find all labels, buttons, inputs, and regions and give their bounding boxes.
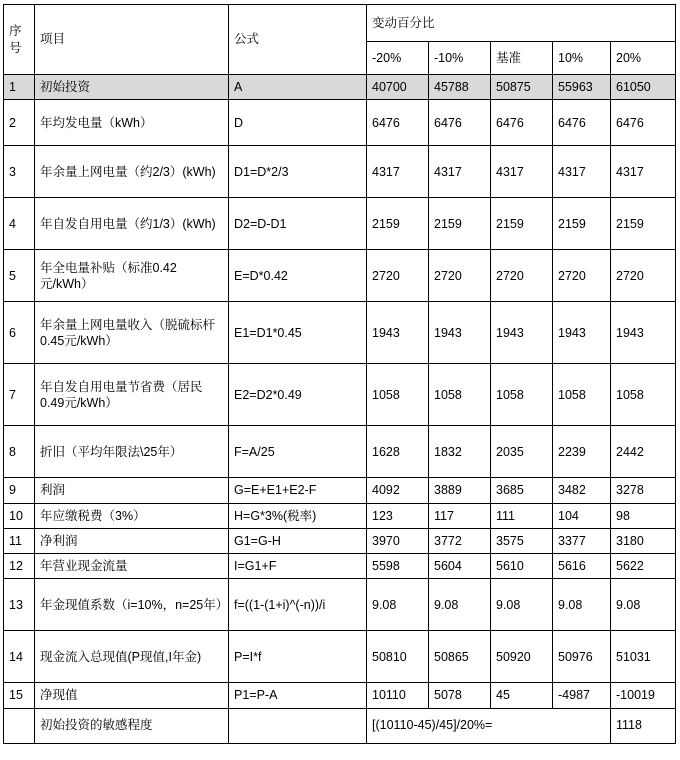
row-index: 2 bbox=[4, 100, 35, 146]
row-value-cell: 50920 bbox=[491, 631, 553, 683]
row-value-cell: 1058 bbox=[553, 364, 611, 426]
row-formula: E=D*0.42 bbox=[229, 250, 367, 302]
table-row bbox=[4, 631, 676, 683]
table-row bbox=[4, 250, 676, 302]
row-value-cell: 1058 bbox=[367, 364, 429, 426]
table-row bbox=[4, 426, 676, 478]
row-index: 3 bbox=[4, 146, 35, 198]
row-formula: D2=D-D1 bbox=[229, 198, 367, 250]
row-value-cell: 4317 bbox=[553, 146, 611, 198]
header-variation-col-0: -20% bbox=[367, 42, 429, 75]
row-index: 6 bbox=[4, 302, 35, 364]
row-value-cell: 3970 bbox=[367, 528, 429, 553]
row-value-cell: 4317 bbox=[491, 146, 553, 198]
row-formula: H=G*3%(税率) bbox=[229, 503, 367, 528]
header-variation-col-3: 10% bbox=[553, 42, 611, 75]
row-value-cell: 1058 bbox=[429, 364, 491, 426]
row-value-cell: 2720 bbox=[429, 250, 491, 302]
row-value-cell: 2720 bbox=[553, 250, 611, 302]
row-index: 5 bbox=[4, 250, 35, 302]
row-value-cell: 2159 bbox=[367, 198, 429, 250]
row-formula: P=I*f bbox=[229, 631, 367, 683]
footer-row bbox=[4, 708, 676, 743]
row-value-cell: 6476 bbox=[553, 100, 611, 146]
row-value-cell: 1058 bbox=[491, 364, 553, 426]
row-index: 12 bbox=[4, 554, 35, 579]
row-value-cell: 2159 bbox=[429, 198, 491, 250]
row-item-label: 年自发自用电量节省费（居民0.49元/kWh） bbox=[35, 364, 229, 426]
row-formula: E1=D1*0.45 bbox=[229, 302, 367, 364]
row-value-cell: 4317 bbox=[367, 146, 429, 198]
row-value-cell: 55963 bbox=[553, 75, 611, 100]
sensitivity-analysis-table bbox=[3, 4, 676, 744]
row-value-cell: 2159 bbox=[553, 198, 611, 250]
row-value-cell: 45 bbox=[491, 683, 553, 708]
table-row bbox=[4, 100, 676, 146]
row-value-cell: 61050 bbox=[611, 75, 676, 100]
row-value-cell: 2035 bbox=[491, 426, 553, 478]
row-item-label: 净现值 bbox=[35, 683, 229, 708]
row-value-cell: 98 bbox=[611, 503, 676, 528]
row-value-cell: 5598 bbox=[367, 554, 429, 579]
header-variation-group: 变动百分比 bbox=[367, 5, 676, 42]
row-value-cell: 9.08 bbox=[553, 579, 611, 631]
row-value-cell: 50976 bbox=[553, 631, 611, 683]
row-index: 9 bbox=[4, 478, 35, 503]
row-value-cell: 1943 bbox=[553, 302, 611, 364]
row-value-cell: 2239 bbox=[553, 426, 611, 478]
row-value-cell: 1832 bbox=[429, 426, 491, 478]
row-item-label: 年营业现金流量 bbox=[35, 554, 229, 579]
row-formula: A bbox=[229, 75, 367, 100]
row-value-cell: 6476 bbox=[611, 100, 676, 146]
row-value-cell: 3772 bbox=[429, 528, 491, 553]
row-value-cell: 3278 bbox=[611, 478, 676, 503]
header-variation-col-4: 20% bbox=[611, 42, 676, 75]
row-value-cell: 9.08 bbox=[367, 579, 429, 631]
row-value-cell: 2720 bbox=[491, 250, 553, 302]
row-value-cell: -4987 bbox=[553, 683, 611, 708]
row-item-label: 年金现值系数（i=10%，n=25年） bbox=[35, 579, 229, 631]
row-value-cell: 6476 bbox=[429, 100, 491, 146]
table-row bbox=[4, 198, 676, 250]
row-value-cell: 9.08 bbox=[491, 579, 553, 631]
row-item-label: 利润 bbox=[35, 478, 229, 503]
row-value-cell: 3180 bbox=[611, 528, 676, 553]
row-value-cell: 111 bbox=[491, 503, 553, 528]
row-formula: D1=D*2/3 bbox=[229, 146, 367, 198]
row-index: 4 bbox=[4, 198, 35, 250]
row-index: 13 bbox=[4, 579, 35, 631]
row-formula: G1=G-H bbox=[229, 528, 367, 553]
table-row bbox=[4, 554, 676, 579]
row-value-cell: 40700 bbox=[367, 75, 429, 100]
row-value-cell: 50875 bbox=[491, 75, 553, 100]
row-index: 8 bbox=[4, 426, 35, 478]
table-row bbox=[4, 364, 676, 426]
row-index: 10 bbox=[4, 503, 35, 528]
header-variation-col-1: -10% bbox=[429, 42, 491, 75]
footer-formula bbox=[229, 708, 367, 743]
row-value-cell: 1943 bbox=[611, 302, 676, 364]
table-row bbox=[4, 478, 676, 503]
row-value-cell: 5604 bbox=[429, 554, 491, 579]
row-value-cell: 50810 bbox=[367, 631, 429, 683]
row-value-cell: 2720 bbox=[611, 250, 676, 302]
row-value-cell: 1943 bbox=[429, 302, 491, 364]
footer-result: 1118 bbox=[611, 708, 676, 743]
row-index: 11 bbox=[4, 528, 35, 553]
table-row bbox=[4, 528, 676, 553]
row-index: 15 bbox=[4, 683, 35, 708]
table-row bbox=[4, 683, 676, 708]
row-index: 7 bbox=[4, 364, 35, 426]
row-value-cell: 2442 bbox=[611, 426, 676, 478]
row-item-label: 年应缴税费（3%） bbox=[35, 503, 229, 528]
row-item-label: 年全电量补贴（标准0.42元/kWh） bbox=[35, 250, 229, 302]
row-item-label: 年余量上网电量收入（脱硫标杆0.45元/kWh） bbox=[35, 302, 229, 364]
row-formula: f=((1-(1+i)^(-n))/i bbox=[229, 579, 367, 631]
row-value-cell: 4317 bbox=[611, 146, 676, 198]
row-index: 14 bbox=[4, 631, 35, 683]
row-item-label: 年均发电量（kWh） bbox=[35, 100, 229, 146]
row-value-cell: 5610 bbox=[491, 554, 553, 579]
row-value-cell: 1628 bbox=[367, 426, 429, 478]
row-value-cell: 3482 bbox=[553, 478, 611, 503]
row-item-label: 现金流入总现值(P现值,I年金) bbox=[35, 631, 229, 683]
row-formula: D bbox=[229, 100, 367, 146]
footer-index bbox=[4, 708, 35, 743]
row-value-cell: 5078 bbox=[429, 683, 491, 708]
row-value-cell: 45788 bbox=[429, 75, 491, 100]
row-value-cell: 5622 bbox=[611, 554, 676, 579]
row-value-cell: 6476 bbox=[367, 100, 429, 146]
row-value-cell: 50865 bbox=[429, 631, 491, 683]
row-value-cell: 9.08 bbox=[429, 579, 491, 631]
table-header-row-top bbox=[4, 5, 676, 42]
row-value-cell: 3377 bbox=[553, 528, 611, 553]
row-formula: P1=P-A bbox=[229, 683, 367, 708]
row-value-cell: 5616 bbox=[553, 554, 611, 579]
table-row bbox=[4, 146, 676, 198]
table-row bbox=[4, 75, 676, 100]
footer-item-label: 初始投资的敏感程度 bbox=[35, 708, 229, 743]
row-value-cell: 3575 bbox=[491, 528, 553, 553]
header-variation-col-2: 基准 bbox=[491, 42, 553, 75]
row-formula: G=E+E1+E2-F bbox=[229, 478, 367, 503]
row-value-cell: 3889 bbox=[429, 478, 491, 503]
row-value-cell: 2159 bbox=[491, 198, 553, 250]
row-value-cell: 1943 bbox=[491, 302, 553, 364]
header-item: 项目 bbox=[35, 5, 229, 75]
row-value-cell: 6476 bbox=[491, 100, 553, 146]
row-value-cell: 10110 bbox=[367, 683, 429, 708]
row-value-cell: 117 bbox=[429, 503, 491, 528]
row-item-label: 年自发自用电量（约1/3）(kWh) bbox=[35, 198, 229, 250]
row-item-label: 净利润 bbox=[35, 528, 229, 553]
footer-expression: [(10110-45)/45]/20%= bbox=[367, 708, 611, 743]
row-value-cell: 1943 bbox=[367, 302, 429, 364]
header-index: 序号 bbox=[4, 5, 35, 75]
row-formula: E2=D2*0.49 bbox=[229, 364, 367, 426]
row-value-cell: 9.08 bbox=[611, 579, 676, 631]
row-value-cell: 51031 bbox=[611, 631, 676, 683]
row-formula: I=G1+F bbox=[229, 554, 367, 579]
row-item-label: 折旧（平均年限法\25年） bbox=[35, 426, 229, 478]
row-value-cell: -10019 bbox=[611, 683, 676, 708]
row-value-cell: 3685 bbox=[491, 478, 553, 503]
row-item-label: 年余量上网电量（约2/3）(kWh) bbox=[35, 146, 229, 198]
row-value-cell: 1058 bbox=[611, 364, 676, 426]
row-value-cell: 2159 bbox=[611, 198, 676, 250]
row-value-cell: 104 bbox=[553, 503, 611, 528]
table-row bbox=[4, 579, 676, 631]
row-item-label: 初始投资 bbox=[35, 75, 229, 100]
row-value-cell: 2720 bbox=[367, 250, 429, 302]
table-row bbox=[4, 302, 676, 364]
row-value-cell: 4092 bbox=[367, 478, 429, 503]
row-formula: F=A/25 bbox=[229, 426, 367, 478]
row-value-cell: 123 bbox=[367, 503, 429, 528]
row-value-cell: 4317 bbox=[429, 146, 491, 198]
header-formula: 公式 bbox=[229, 5, 367, 75]
table-row bbox=[4, 503, 676, 528]
row-index: 1 bbox=[4, 75, 35, 100]
